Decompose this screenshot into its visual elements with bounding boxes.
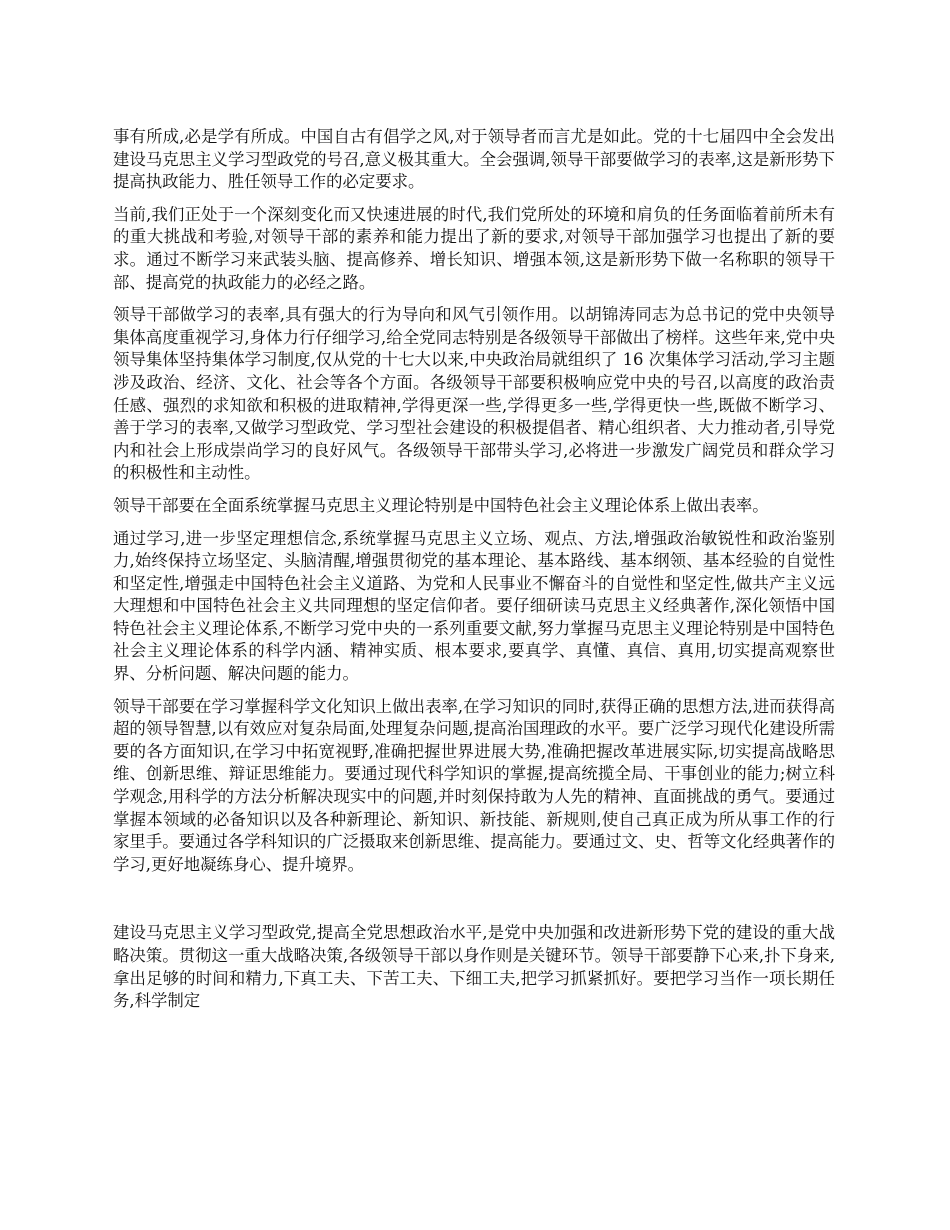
section-gap [113, 886, 835, 922]
paragraph-current-era: 当前,我们正处于一个深刻变化而又快速进展的时代,我们党所处的环境和肩负的任务面临着前所未有的重大挑战和考验,对领导干部的素养和能力提出了新的要求,对领导干部加强学习也提出了新的要求。通过不断学习来武装头脑、提高修养、增长知识、增强本领,这是新形势下做一名称职的领导干部、提高党的执政能力的必经之路。 [113, 204, 835, 292]
paragraph-role-model: 领导干部做学习的表率,具有强大的行为导向和风气引领作用。以胡锦涛同志为总书记的党中央领导集体高度重视学习,身体力行仔细学习,给全党同志特别是各级领导干部做出了榜样。这些年来,党中央领导集体坚持集体学习制度,仅从党的十七大以来,中央政治局就组织了 16 次集体学习活动,学习主题涉及政治、经济、文化、社会等各个方面。各级领导干部要积极响应党中央的号召,以高度的政治责任感、强烈的求知欲和积极的进取精神,学得更深一些,学得更多一些,学得更快一些,既做不断学习、善于学习的表率,又做学习型政党、学习型社会建设的积极提倡者、精心组织者、大力推动者,引导党内和社会上形成崇尚学习的良好风气。各级领导干部带头学习,必将进一步激发广阔党员和群众学习的积极性和主动性。 [113, 305, 835, 483]
paragraph-theory-study: 通过学习,进一步坚定理想信念,系统掌握马克思主义立场、观点、方法,增强政治敏锐性和政治鉴别力,始终保持立场坚定、头脑清醒,增强贯彻党的基本理论、基本路线、基本纲领、基本经验的自觉性和坚定性,增强走中国特色社会主义道路、为党和人民事业不懈奋斗的自觉性和坚定性,做共产主义远大理想和中国特色社会主义共同理想的坚定信仰者。要仔细研读马克思主义经典著作,深化领悟中国特色社会主义理论体系,不断学习党中央的一系列重要文献,努力掌握马克思主义理论特别是中国特色社会主义理论体系的科学内涵、精神实质、根本要求,要真学、真懂、真信、真用,切实提高观察世界、分析问题、解决问题的能力。 [113, 528, 835, 684]
paragraph-party-building: 建设马克思主义学习型政党,提高全党思想政治水平,是党中央加强和改进新形势下党的建设的重大战略决策。贯彻这一重大战略决策,各级领导干部以身作则是关键环节。领导干部要静下心来,扑下身来,拿出足够的时间和精力,下真工夫、下苦工夫、下细工夫,把学习抓紧抓好。要把学习当作一项长期任务,科学制定 [113, 923, 835, 1011]
paragraph-intro: 事有所成,必是学有所成。中国自古有倡学之风,对于领导者而言尤是如此。党的十七届四中全会发出建设马克思主义学习型政党的号召,意义极其重大。全会强调,领导干部要做学习的表率,这是新形势下提高执政能力、胜任领导工作的必定要求。 [113, 127, 835, 192]
paragraph-science-culture: 领导干部要在学习掌握科学文化知识上做出表率,在学习知识的同时,获得正确的思想方法,进而获得高超的领导智慧,以有效应对复杂局面,处理复杂问题,提高治国理政的水平。要广泛学习现代化建设所需要的各方面知识,在学习中拓宽视野,准确把握世界进展大势,准确把握改革进展实际,切实提高战略思维、创新思维、辩证思维能力。要通过现代科学知识的掌握,提高统揽全局、干事创业的能力;树立科学观念,用科学的方法分析解决现实中的问题,并时刻保持敢为人先的精神、直面挑战的勇气。要通过掌握本领域的必备知识以及各种新理论、新知识、新技能、新规则,使自己真正成为所从事工作的行家里手。要通过各学科知识的广泛摄取来创新思维、提高能力。要通过文、史、哲等文化经典著作的学习,更好地凝练身心、提升境界。 [113, 696, 835, 874]
document-body [113, 126, 835, 1023]
paragraph-theory-heading: 领导干部要在全面系统掌握马克思主义理论特别是中国特色社会主义理论体系上做出表率。 [113, 495, 769, 515]
